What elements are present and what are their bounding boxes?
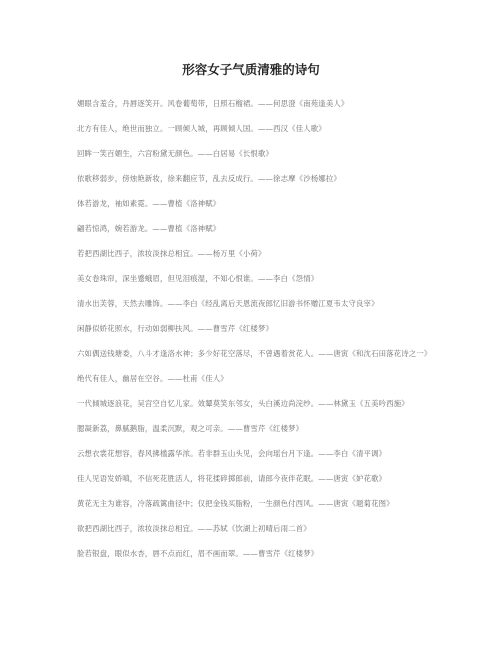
poem-line: 佳人见语发娇嗔，不信死花胜活人，将花揉碎掷郎前，请郎今夜伴花眠。——唐寅《妒花歌》 — [77, 474, 387, 483]
poem-line: 体若游龙，袖如素霓。——曹植《洛神赋》 — [77, 199, 221, 208]
poem-line: 翩若惊鸿，婉若游龙。——曹植《洛神赋》 — [77, 224, 221, 233]
poem-line: 回眸一笑百媚生，六宫粉黛无颜色。——白居易《长恨歌》 — [77, 149, 274, 158]
poem-line: 绝代有佳人，幽居在空谷。——杜甫《佳人》 — [77, 374, 228, 383]
poem-line: 云想衣裳花想容，春风拂槛露华浓。若非群玉山头见，会向瑶台月下逢。——李白《清平调》 — [77, 449, 387, 458]
poem-line: 依歌移弱步，傍烛艳新妆，徐来翻应节，乱去反成行。——徐志摩《沙杨娜拉》 — [77, 174, 341, 183]
poem-line: 若把西湖比西子，浓妆淡抹总相宜。——杨万里《小荷》 — [77, 249, 266, 258]
poem-line: 欲把西湖比西子，浓妆淡抹总相宜。——苏轼《饮湖上初晴后雨二首》 — [77, 524, 311, 533]
poem-line: 脸若银盘，眼似水杏，唇不点而红，眉不画而翠。——曹雪芹《红楼梦》 — [77, 549, 319, 558]
poem-line: 闲静似娇花照水，行动如弱柳扶风。——曹雪芹《红楼梦》 — [77, 324, 274, 333]
poem-line: 黄花无主为谁容，冷落疏篱曲径中；仅把金钱买脂粉，一生颜色付西风。——唐寅《题菊花图》 — [77, 499, 394, 508]
poem-line: 一代倾城逐浪花，吴宫空自忆儿家。效颦莫笑东邻女，头白溪边尚浣纱。——林黛玉《五美吟西施》 — [77, 399, 409, 408]
poem-line: 媚眼含羞合，丹唇逐笑开。风卷葡萄带，日照石榴裙。——何思澄《南苑逢美人》 — [77, 99, 349, 108]
poem-line: 北方有佳人，绝世而独立。一顾倾人城，再顾倾人国。——西汉《佳人歌》 — [77, 124, 326, 133]
page-title: 形容女子气质清雅的诗句 — [182, 62, 320, 77]
poem-line: 美女卷珠帘，深坐蹙蛾眉，但见泪痕湿，不知心恨谁。——李白《怨情》 — [77, 274, 319, 283]
poem-list — [62, 97, 440, 572]
poem-line: 清水出芙蓉，天然去雕饰。——李白《经乱离后天恩流夜郎忆旧游书怀赠江夏韦太守良宰》 — [77, 299, 379, 308]
poem-line: 腮凝新荔，鼻腻鹅脂，温柔沉默，观之可亲。——曹雪芹《红楼梦》 — [77, 424, 304, 433]
poem-line: 六如偶送钱塘委，八斗才逢洛水神；多少好花空落尽，不曾遇着赏花人。——唐寅《和沈石田落花诗之一》 — [77, 349, 432, 358]
